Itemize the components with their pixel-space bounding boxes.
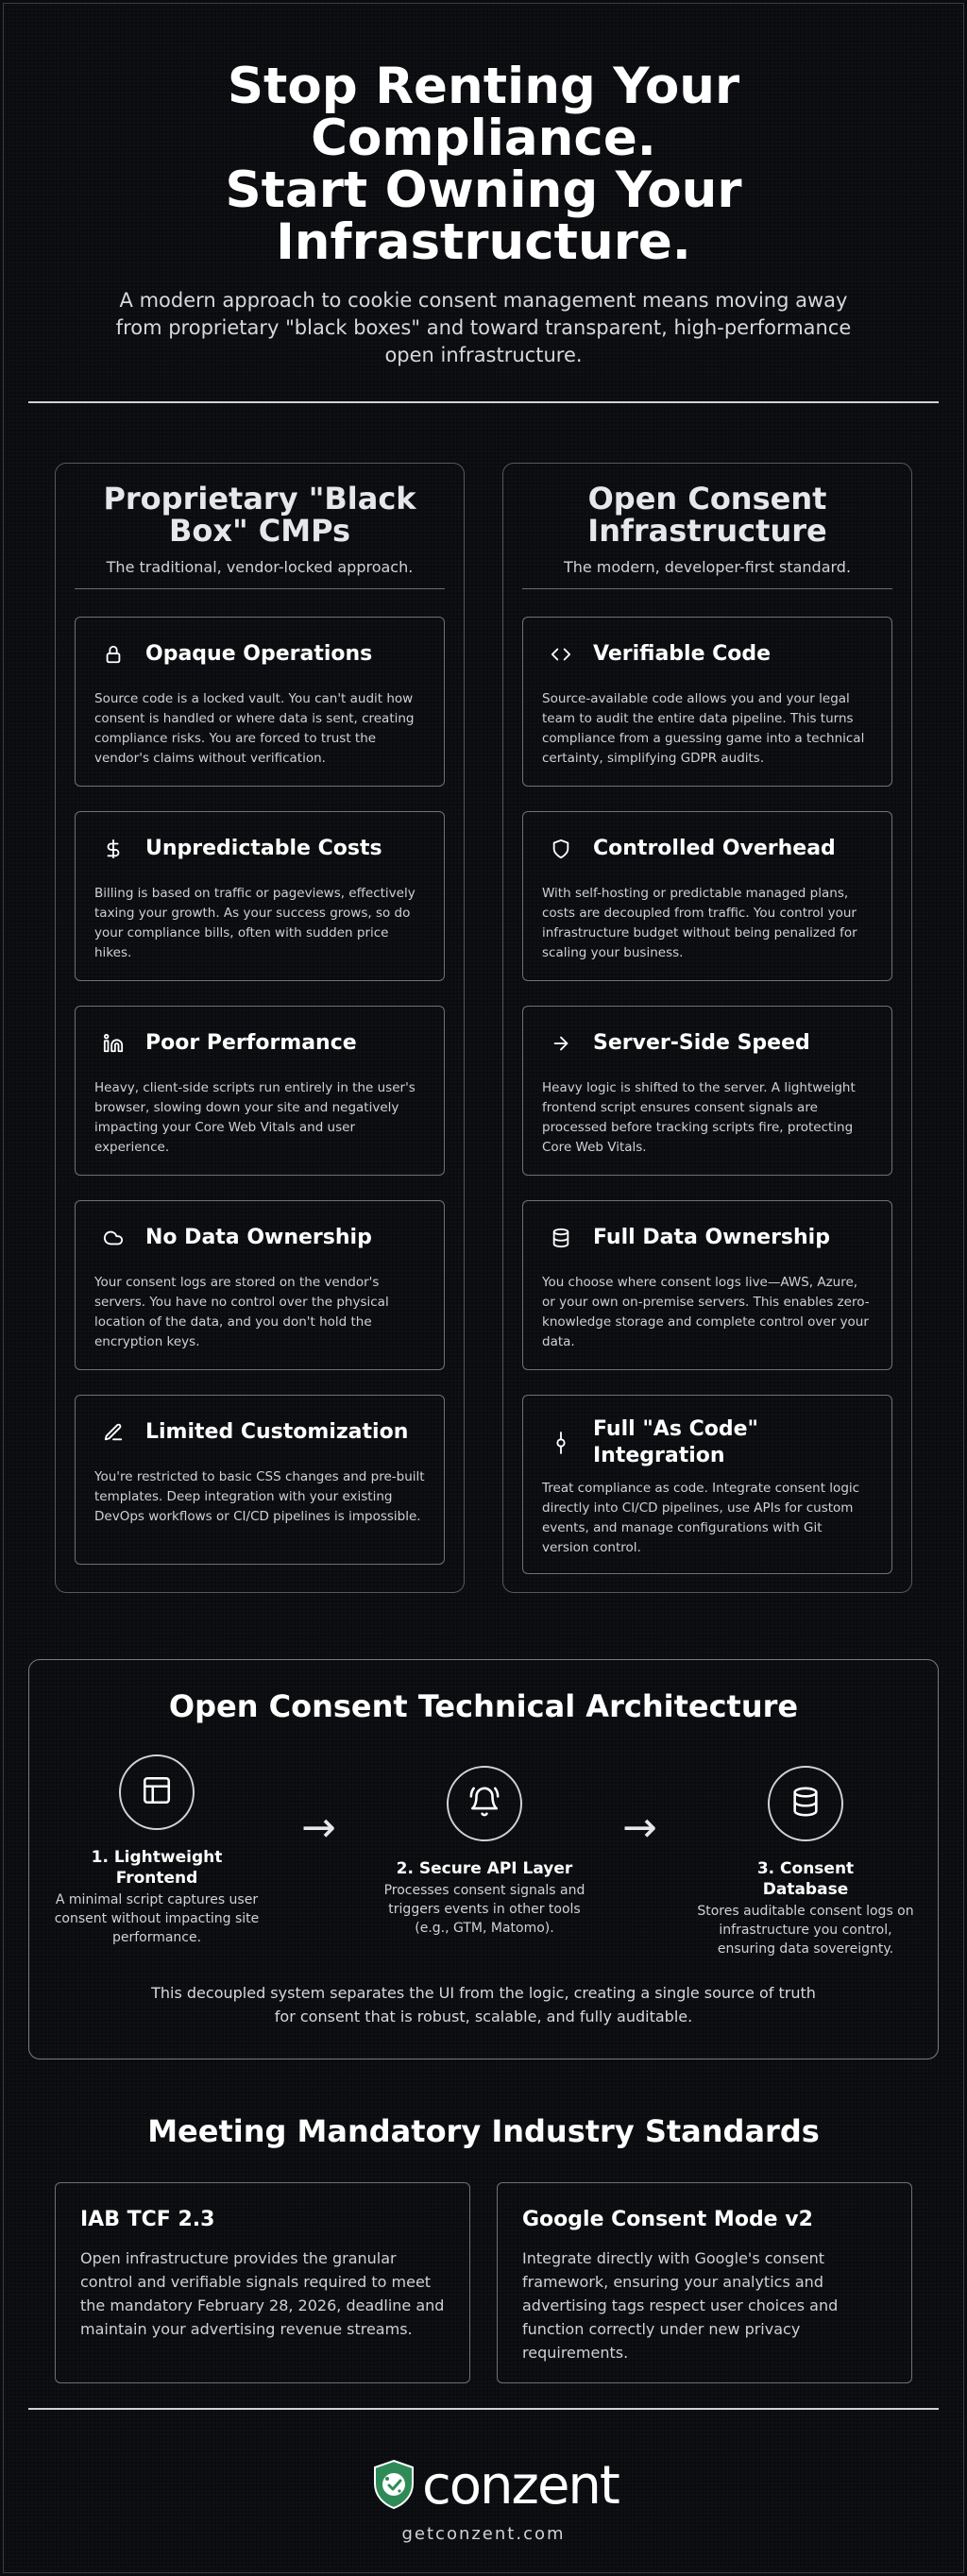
dollar-icon bbox=[94, 833, 132, 865]
card-text: Billing is based on traffic or pageviews, effectively taxing your growth. As your success grows, so do your compliance bills, often with sudden price hikes. bbox=[94, 886, 416, 960]
shield-icon bbox=[542, 833, 580, 865]
card-text: Source code is a locked vault. You can't audit how consent is handled or where data is sent, creating compliance risks. You are forced to trust the vendor's claims without verification. bbox=[94, 691, 415, 766]
hero-title-line1: Stop Renting Your Compliance. bbox=[227, 58, 740, 167]
standard-text: Open infrastructure provides the granular control and verifiable signals required to meet the mandatory February 28, 2026, deadline and maintain your advertising revenue streams. bbox=[80, 2249, 445, 2338]
shield-logo-icon bbox=[371, 2459, 416, 2514]
hero-subtitle: A modern approach to cookie consent management means moving away from proprietary "black boxes" and toward transparent, high-performance open infrastructure. bbox=[115, 289, 852, 366]
standard-name: IAB TCF 2.3 bbox=[80, 2208, 215, 2231]
arrow-icon: → bbox=[622, 1804, 657, 1852]
open-consent-column bbox=[502, 463, 912, 1593]
bell-icon bbox=[468, 1786, 500, 1822]
card-unpredictable-costs bbox=[75, 811, 445, 981]
divider bbox=[28, 401, 939, 403]
step-circle bbox=[768, 1766, 843, 1841]
architecture-footer-text: This decoupled system separates the UI from the logic, creating a single source of truth for consent that is robust, scalable, and fully auditable. bbox=[151, 1984, 816, 2025]
section-title: Open Consent Technical Architecture bbox=[168, 1688, 799, 1724]
card-no-data-ownership bbox=[75, 1200, 445, 1370]
column-title: Proprietary "Black Box" CMPs bbox=[103, 481, 416, 549]
standard-card-iab-tcf bbox=[55, 2182, 470, 2383]
step-title: 1. Lightweight Frontend bbox=[91, 1848, 223, 1888]
step-title: 3. Consent Database bbox=[756, 1859, 855, 1899]
step-title: 2. Secure API Layer bbox=[396, 1859, 573, 1878]
arrow-icon: → bbox=[301, 1804, 336, 1852]
card-title: Controlled Overhead bbox=[593, 837, 836, 860]
card-text: You choose where consent logs live—AWS, Azure, or your own on-premise servers. This enables zero-knowledge storage and complete control over your data. bbox=[542, 1275, 870, 1349]
hero-title-line2: Start Owning Your Infrastructure. bbox=[225, 161, 742, 271]
step-text: A minimal script captures user consent without impacting site performance. bbox=[54, 1892, 260, 1945]
lock-icon bbox=[94, 638, 132, 670]
git-commit-icon bbox=[542, 1427, 580, 1459]
logo-wordmark: conzent bbox=[422, 2455, 619, 2517]
pencil-icon bbox=[94, 1416, 132, 1449]
card-title: Verifiable Code bbox=[593, 642, 772, 666]
column-subtitle: The traditional, vendor-locked approach. bbox=[106, 558, 414, 576]
card-full-data-ownership bbox=[522, 1200, 892, 1370]
step-frontend bbox=[48, 1754, 265, 1947]
arrow-right-icon bbox=[542, 1027, 580, 1059]
linkedin-icon bbox=[94, 1027, 132, 1059]
step-api-layer bbox=[376, 1766, 593, 1938]
card-opaque-operations bbox=[75, 617, 445, 787]
standard-name: Google Consent Mode v2 bbox=[522, 2208, 813, 2231]
column-divider bbox=[522, 588, 892, 589]
architecture-section bbox=[28, 1659, 939, 2059]
step-circle bbox=[447, 1766, 522, 1841]
card-title: Opaque Operations bbox=[145, 642, 373, 666]
card-verifiable-code bbox=[522, 617, 892, 787]
column-title: Open Consent Infrastructure bbox=[587, 481, 827, 549]
card-text: Heavy, client-side scripts run entirely in the user's browser, slowing down your site and negatively impacting your Core Web Vitals and user experience. bbox=[94, 1080, 416, 1155]
section-title: Meeting Mandatory Industry Standards bbox=[147, 2113, 820, 2149]
step-text: Stores auditable consent logs on infrastructure you control, ensuring data sovereignty. bbox=[697, 1904, 914, 1957]
card-title: Server-Side Speed bbox=[593, 1031, 810, 1055]
card-title: No Data Ownership bbox=[145, 1226, 372, 1249]
card-text: Treat compliance as code. Integrate consent logic directly into CI/CD pipelines, use APIs for custom events, and manage configurations with Git version control. bbox=[542, 1481, 860, 1555]
column-subtitle: The modern, developer-first standard. bbox=[563, 558, 852, 576]
database-icon bbox=[789, 1786, 822, 1822]
card-controlled-overhead bbox=[522, 811, 892, 981]
logo bbox=[371, 2455, 619, 2517]
card-text: Source-available code allows you and your legal team to audit the entire data pipeline. This turns compliance from a guessing game into a technical certainty, simplifying GDPR audits. bbox=[542, 691, 865, 766]
column-divider bbox=[75, 588, 445, 589]
divider bbox=[28, 2408, 939, 2410]
website-url[interactable]: getconzent.com bbox=[401, 2524, 566, 2544]
card-server-side-speed bbox=[522, 1006, 892, 1176]
step-circle bbox=[119, 1754, 195, 1830]
card-title: Unpredictable Costs bbox=[145, 837, 382, 860]
card-title: Full "As Code" Integration bbox=[593, 1417, 758, 1467]
card-title: Poor Performance bbox=[145, 1031, 357, 1055]
code-icon bbox=[542, 638, 580, 670]
card-limited-customization bbox=[75, 1395, 445, 1565]
layout-icon bbox=[141, 1774, 173, 1810]
architecture-footer bbox=[29, 1981, 938, 2028]
proprietary-column bbox=[55, 463, 465, 1593]
hero-title bbox=[144, 58, 823, 271]
card-text: You're restricted to basic CSS changes and pre-built templates. Deep integration with your existing DevOps workflows or CI/CD pipelines is impossible. bbox=[94, 1469, 425, 1524]
card-text: With self-hosting or predictable managed plans, costs are decoupled from traffic. You control your infrastructure budget without being penalized for scaling your business. bbox=[542, 886, 857, 960]
card-text: Heavy logic is shifted to the server. A lightweight frontend script ensures consent signals are processed before tracking scripts fire, protecting Core Web Vitals. bbox=[542, 1080, 856, 1155]
card-text: Your consent logs are stored on the vendor's servers. You have no control over the physical location of the data, and you don't hold the encryption keys. bbox=[94, 1275, 389, 1349]
step-consent-database bbox=[697, 1766, 914, 1958]
standard-card-google-consent-mode bbox=[497, 2182, 912, 2383]
card-poor-performance bbox=[75, 1006, 445, 1176]
cloud-icon bbox=[94, 1222, 132, 1254]
standard-text: Integrate directly with Google's consent framework, ensuring your analytics and advertising tags respect user choices and function correctly under new privacy requirements. bbox=[522, 2249, 839, 2362]
database-icon bbox=[542, 1222, 580, 1254]
card-title: Limited Customization bbox=[145, 1420, 409, 1444]
step-text: Processes consent signals and triggers events in other tools (e.g., GTM, Matomo). bbox=[383, 1883, 585, 1936]
hero bbox=[0, 60, 967, 369]
card-as-code-integration bbox=[522, 1395, 892, 1574]
card-title: Full Data Ownership bbox=[593, 1226, 830, 1249]
